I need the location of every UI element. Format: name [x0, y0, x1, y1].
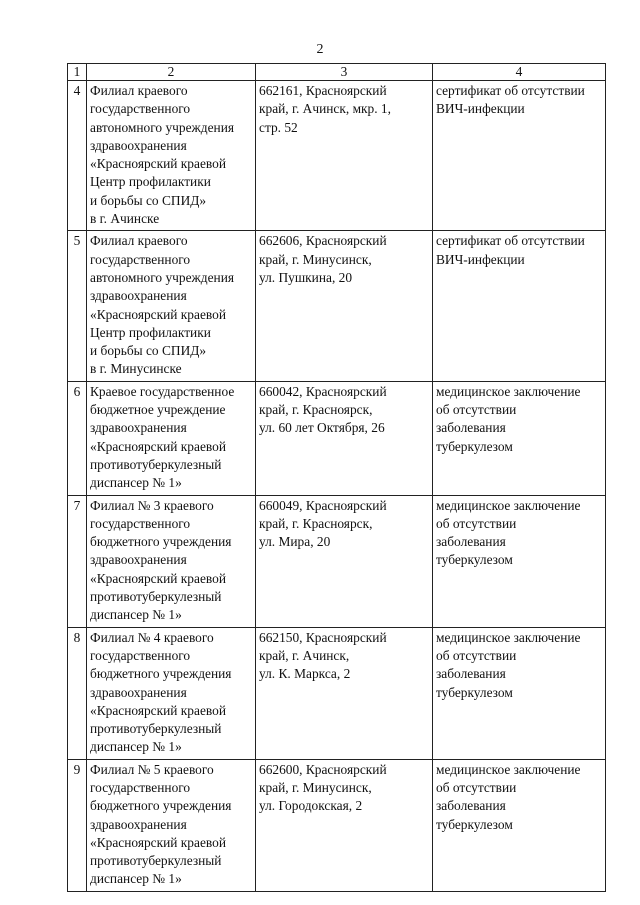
page-number: 2	[316, 42, 324, 57]
column-header-1: 1	[68, 64, 87, 81]
table-row	[68, 231, 606, 381]
organization-address: 662161, Красноярский край, г. Ачинск, мкр. 1, стр. 52	[256, 81, 433, 231]
required-document: сертификат об отсутствии ВИЧ-инфекции	[433, 231, 606, 381]
organization-address: 662150, Красноярский край, г. Ачинск, ул. К. Маркса, 2	[256, 627, 433, 759]
table-row	[68, 627, 606, 759]
organization-name: Филиал № 3 краевого государственного бюджетного учреждения здравоохранения «Красноярский краевой противотуберкулезный диспансер № 1»	[87, 495, 256, 627]
row-number: 7	[68, 495, 87, 627]
institutions-table	[67, 63, 606, 892]
required-document: медицинское заключение об отсутствии заболевания туберкулезом	[433, 627, 606, 759]
organization-name: Краевое государственное бюджетное учреждение здравоохранения «Красноярский краевой противотуберкулезный диспансер № 1»	[87, 381, 256, 495]
table-row	[68, 495, 606, 627]
required-document: сертификат об отсутствии ВИЧ-инфекции	[433, 81, 606, 231]
row-number: 4	[68, 81, 87, 231]
organization-name: Филиал № 5 краевого государственного бюджетного учреждения здравоохранения «Красноярский краевой противотуберкулезный диспансер № 1»	[87, 759, 256, 891]
organization-address: 662600, Красноярский край, г. Минусинск, ул. Городокская, 2	[256, 759, 433, 891]
column-header-2: 2	[87, 64, 256, 81]
organization-address: 660049, Красноярский край, г. Красноярск, ул. Мира, 20	[256, 495, 433, 627]
row-number: 5	[68, 231, 87, 381]
table-header-row	[68, 64, 606, 81]
organization-address: 662606, Красноярский край, г. Минусинск, ул. Пушкина, 20	[256, 231, 433, 381]
row-number: 9	[68, 759, 87, 891]
table-row	[68, 381, 606, 495]
column-header-4: 4	[433, 64, 606, 81]
table-row	[68, 81, 606, 231]
row-number: 6	[68, 381, 87, 495]
organization-name: Филиал № 4 краевого государственного бюджетного учреждения здравоохранения «Красноярский краевой противотуберкулезный диспансер № 1»	[87, 627, 256, 759]
table-row	[68, 759, 606, 891]
required-document: медицинское заключение об отсутствии заболевания туберкулезом	[433, 759, 606, 891]
row-number: 8	[68, 627, 87, 759]
required-document: медицинское заключение об отсутствии заболевания туберкулезом	[433, 495, 606, 627]
organization-address: 660042, Красноярский край, г. Красноярск, ул. 60 лет Октября, 26	[256, 381, 433, 495]
organization-name: Филиал краевого государственного автономного учреждения здравоохранения «Красноярский краевой Центр профилактики и борьбы со СПИД» в г. Минусинске	[87, 231, 256, 381]
required-document: медицинское заключение об отсутствии заболевания туберкулезом	[433, 381, 606, 495]
organization-name: Филиал краевого государственного автономного учреждения здравоохранения «Красноярский краевой Центр профилактики и борьбы со СПИД» в г. Ачинске	[87, 81, 256, 231]
column-header-3: 3	[256, 64, 433, 81]
